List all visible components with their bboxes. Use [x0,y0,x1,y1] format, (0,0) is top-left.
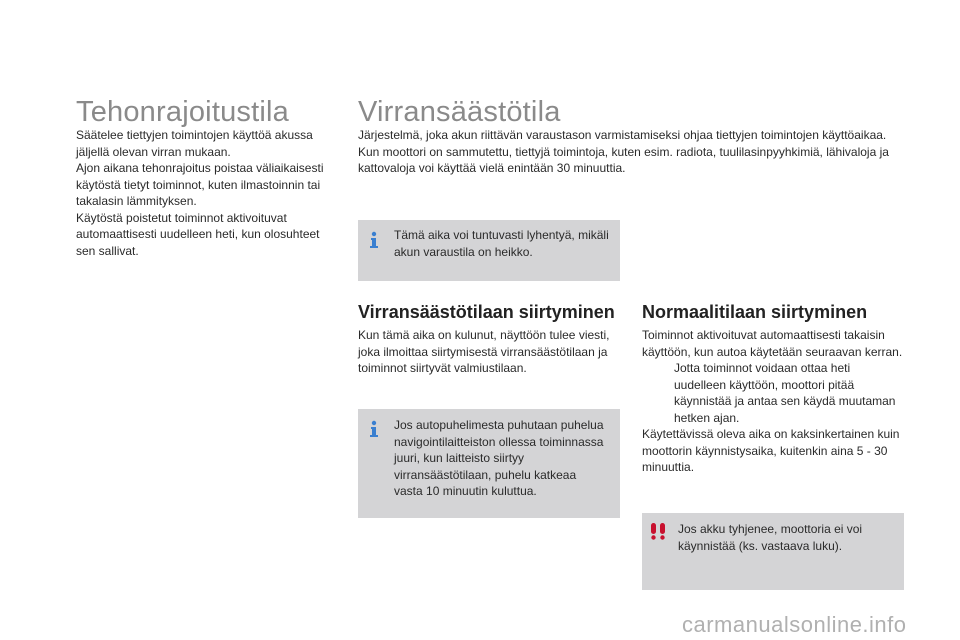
info-note-text: Tämä aika voi tuntuvasti lyhentyä, mikäli akun varaustila on heikko. [394,228,609,259]
bullet-text: Jotta toiminnot voidaan ottaa heti uudelleen käyttöön, moottori pitää käynnistää ja antaa sen käydä muutaman hetken ajan. [674,361,896,425]
warning-note-box [642,513,904,590]
paragraph: Käytöstä poistetut toiminnot aktivoituvat automaattisesti uudelleen heti, kun olosuhteet sen sallivat. [76,210,320,258]
list-item [642,360,904,426]
info-icon [366,231,382,249]
paragraph: Kun moottori on sammutettu, tiettyjä toimintoja, kuten esim. radiota, tuulilasinpyyhkimiä, lähivaloja ja kattovaloja voi käyttää vielä enintään 30 minuuttia. [358,144,889,175]
virransaastotila-body [358,127,900,177]
tehonrajoitustila-body [76,127,338,259]
paragraph: Säätelee tiettyjen toimintojen käyttöä akussa jäljellä olevan virran mukaan. [76,128,313,159]
virransaastotilaan-siirtyminen-heading: Virransäästötilaan siirtyminen [358,302,615,322]
paragraph: Ajon aikana tehonrajoitus poistaa väliaikaisesti käytöstä tietyt toiminnot, kuten ilmastoinnin tai takalasin lämmityksen. [76,161,324,208]
normaalitilaan-siirtyminen-heading: Normaalitilaan siirtyminen [642,302,868,322]
tehonrajoitustila-title: Tehonrajoitustila [76,96,289,128]
normaalitilaan-siirtyminen-body [642,327,904,476]
paragraph: Toiminnot aktivoituvat automaattisesti takaisin käyttöön, kun autoa käytetään seuraavan kerran. [642,328,903,359]
info-icon [366,420,382,438]
info-note-text: Jos autopuhelimesta puhutaan puhelua navigointilaitteiston ollessa toiminnassa juuri, kun laitteisto siirtyy virransäästötilaan, puhelu katkeaa vasta 10 minuutin kuluttua. [394,418,604,498]
paragraph: Käytettävissä oleva aika on kaksinkertainen kuin moottorin käynnistysaika, kuitenkin aina 5 - 30 minuuttia. [642,427,900,474]
watermark: carmanualsonline.info [682,612,907,637]
paragraph: Järjestelmä, joka akun riittävän varaustason varmistamiseksi ohjaa tiettyjen toimintojen käyttöaikaa. [358,128,887,142]
warning-note-text: Jos akku tyhjenee, moottoria ei voi käynnistää (ks. vastaava luku). [678,522,863,553]
info-note-box [358,409,620,518]
info-note-box [358,220,620,281]
warning-icon [649,522,667,540]
virransaastotila-title: Virransäästötila [358,96,561,128]
virransaastotilaan-siirtyminen-text: Kun tämä aika on kulunut, näyttöön tulee viesti, joka ilmoittaa siirtymisestä virransäästötilaan ja toiminnot siirtyvät valmiustilaan. [358,328,610,375]
